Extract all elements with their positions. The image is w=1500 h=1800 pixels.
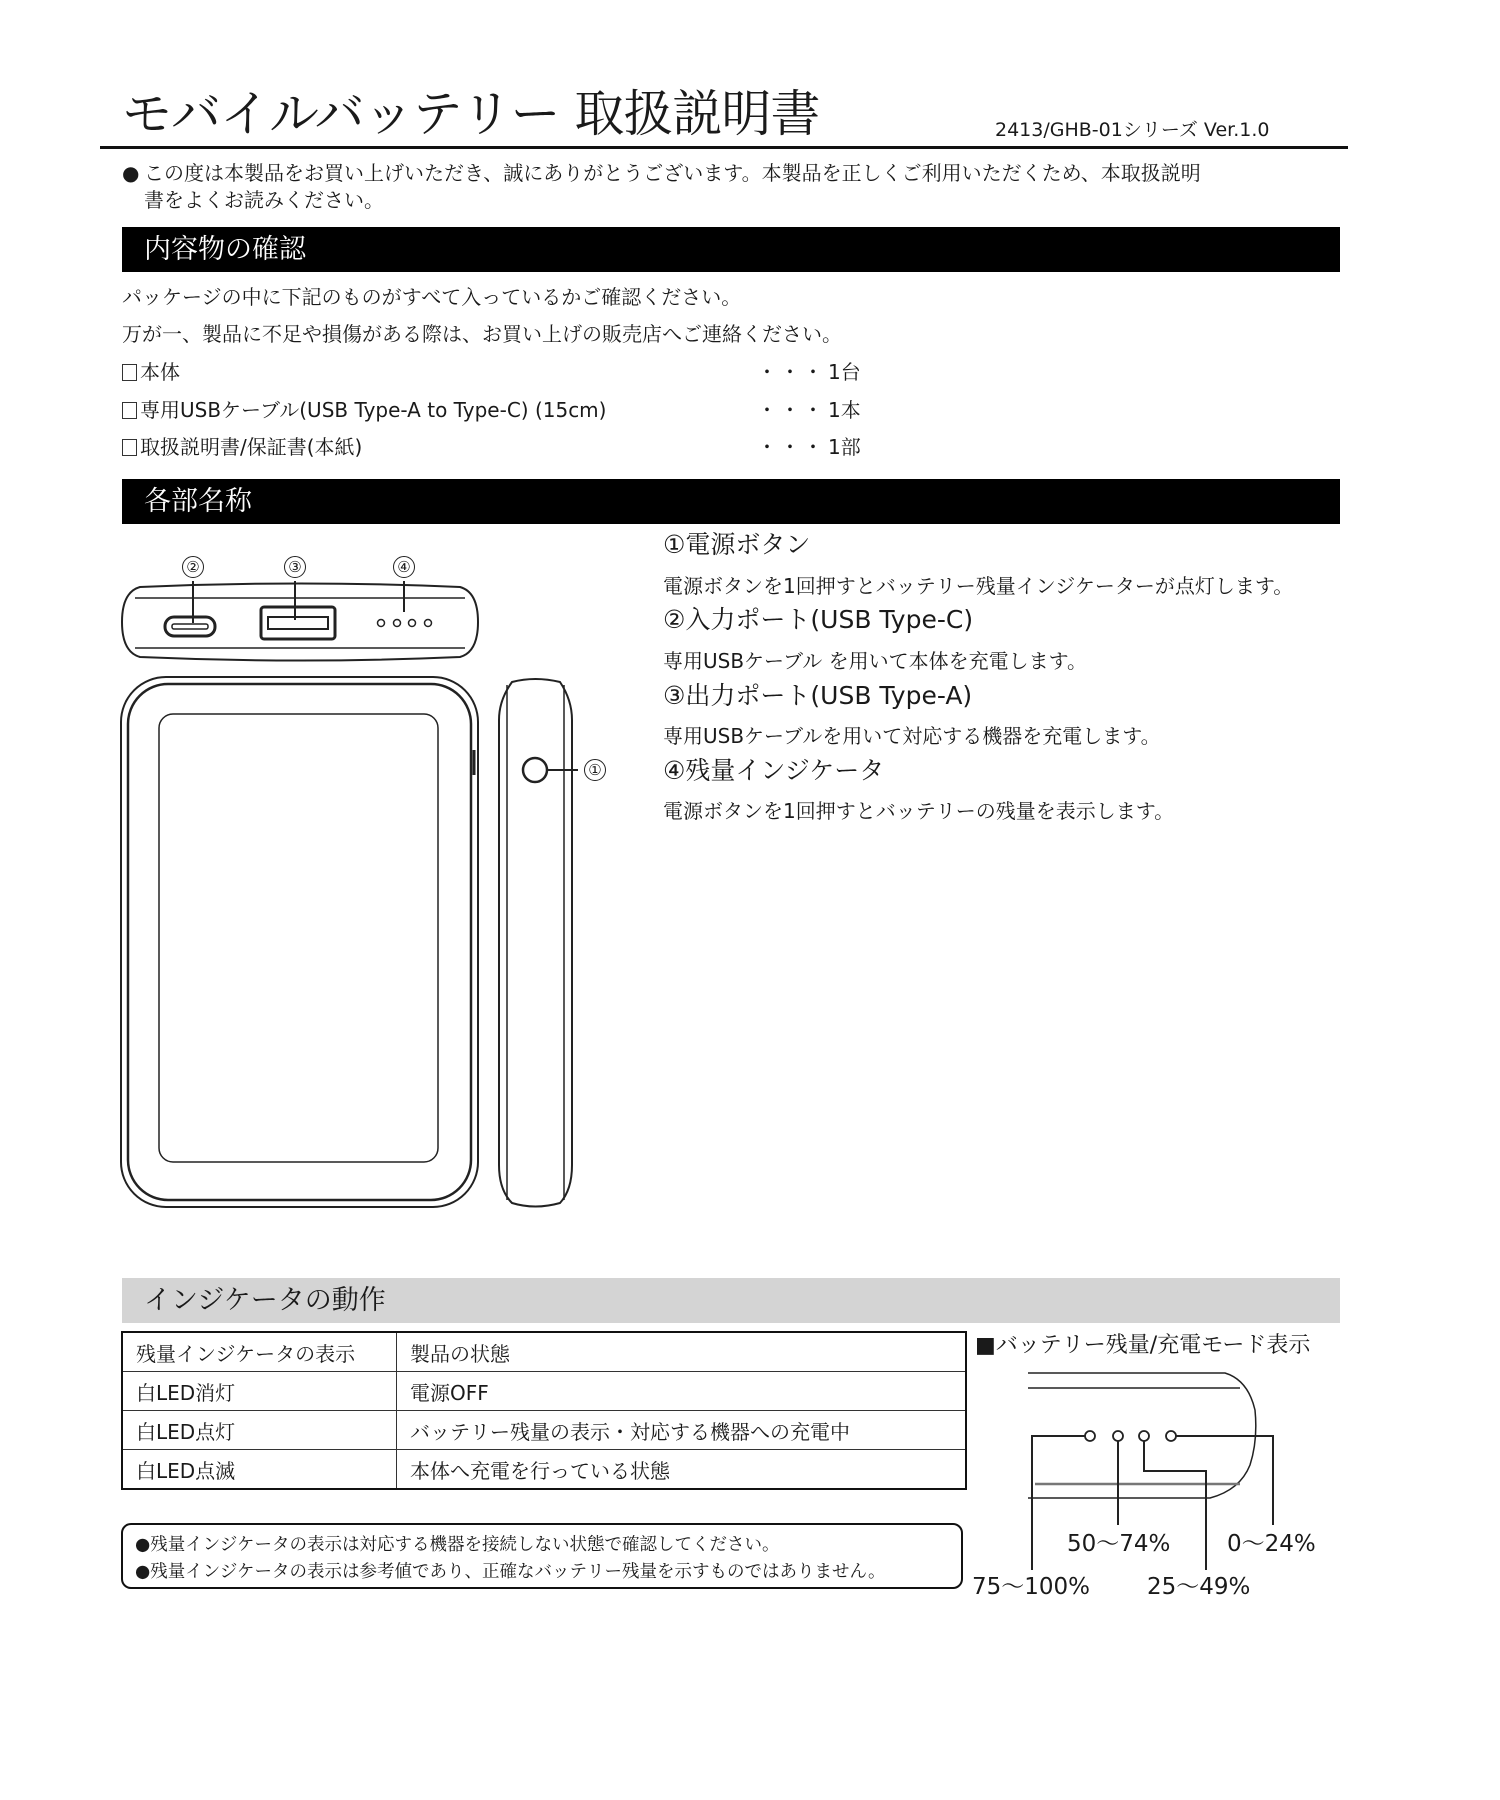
leader-dots: ・・・ bbox=[757, 435, 826, 459]
item-quantity: 1台 bbox=[828, 360, 861, 384]
item-quantity: 1部 bbox=[828, 435, 861, 459]
intro-line-2: 書をよくお読みください。 bbox=[144, 188, 384, 212]
note-line: ●残量インジケータの表示は参考値であり、正確なバッテリー残量を示すものではありません。 bbox=[135, 1562, 886, 1582]
part-desc-indicator: 電源ボタンを1回押すとバッテリーの残量を表示します。 bbox=[663, 799, 1175, 823]
table-header: 製品の状態 bbox=[397, 1332, 967, 1372]
table-row bbox=[122, 1450, 966, 1490]
table-header: 残量インジケータの表示 bbox=[122, 1332, 397, 1372]
part-title-indicator: ④残量インジケータ bbox=[663, 756, 885, 785]
item-quantity: 1本 bbox=[828, 398, 861, 422]
section-heading-indicator: インジケータの動作 bbox=[122, 1278, 1340, 1323]
led-diagram-heading: ■バッテリー残量/充電モード表示 bbox=[975, 1333, 1311, 1358]
led-label-50-74: 50〜74% bbox=[1067, 1531, 1171, 1557]
contents-item: 本体 bbox=[122, 359, 180, 385]
callout-1: ① bbox=[584, 759, 606, 781]
part-desc-power-button: 電源ボタンを1回押すとバッテリー残量インジケーターが点灯します。 bbox=[663, 574, 1294, 598]
indicator-table bbox=[121, 1331, 967, 1490]
table-cell: 本体へ充電を行っている状態 bbox=[397, 1450, 967, 1490]
table-cell: バッテリー残量の表示・対応する機器への充電中 bbox=[397, 1411, 967, 1450]
part-title-output-port: ③出力ポート(USB Type-A) bbox=[663, 681, 973, 710]
table-cell: 電源OFF bbox=[397, 1372, 967, 1411]
callout-2: ② bbox=[182, 556, 204, 578]
leader-dots: ・・・ bbox=[757, 360, 826, 384]
table-row bbox=[122, 1372, 966, 1411]
callout-4: ④ bbox=[393, 556, 415, 578]
indicator-notes-box bbox=[121, 1523, 963, 1589]
leader-dots: ・・・ bbox=[757, 398, 826, 422]
part-desc-input-port: 専用USBケーブル を用いて本体を充電します。 bbox=[663, 649, 1088, 673]
led-label-0-24: 0〜24% bbox=[1227, 1531, 1316, 1557]
table-cell: 白LED点灯 bbox=[122, 1411, 397, 1450]
table-header-row bbox=[122, 1332, 966, 1372]
document-title: モバイルバッテリー 取扱説明書 bbox=[122, 85, 820, 143]
bullet-icon: ● bbox=[122, 161, 140, 185]
model-version: 2413/GHB-01シリーズ Ver.1.0 bbox=[995, 119, 1270, 141]
contents-item: 専用USBケーブル(USB Type-A to Type-C) (15cm) bbox=[122, 397, 606, 423]
led-label-75-100: 75〜100% bbox=[972, 1574, 1091, 1600]
table-cell: 白LED消灯 bbox=[122, 1372, 397, 1411]
intro-line-1: この度は本製品をお買い上げいただき、誠にありがとうございます。本製品を正しくご利用いただくため、本取扱説明 bbox=[144, 161, 1201, 185]
callout-3: ③ bbox=[284, 556, 306, 578]
contents-item: 取扱説明書/保証書(本紙) bbox=[122, 434, 362, 460]
section-heading-parts: 各部名称 bbox=[122, 479, 1340, 524]
note-line: ●残量インジケータの表示は対応する機器を接続しない状態で確認してください。 bbox=[135, 1535, 780, 1555]
part-title-power-button: ①電源ボタン bbox=[663, 530, 811, 559]
contents-para-1: パッケージの中に下記のものがすべて入っているかご確認ください。 bbox=[122, 285, 742, 309]
section-heading-contents: 内容物の確認 bbox=[122, 227, 1340, 272]
table-row bbox=[122, 1411, 966, 1450]
led-label-25-49: 25〜49% bbox=[1147, 1574, 1251, 1600]
part-title-input-port: ②入力ポート(USB Type-C) bbox=[663, 605, 974, 634]
contents-para-2: 万が一、製品に不足や損傷がある際は、お買い上げの販売店へご連絡ください。 bbox=[122, 322, 842, 346]
part-desc-output-port: 専用USBケーブルを用いて対応する機器を充電します。 bbox=[663, 724, 1161, 748]
table-cell: 白LED点滅 bbox=[122, 1450, 397, 1490]
